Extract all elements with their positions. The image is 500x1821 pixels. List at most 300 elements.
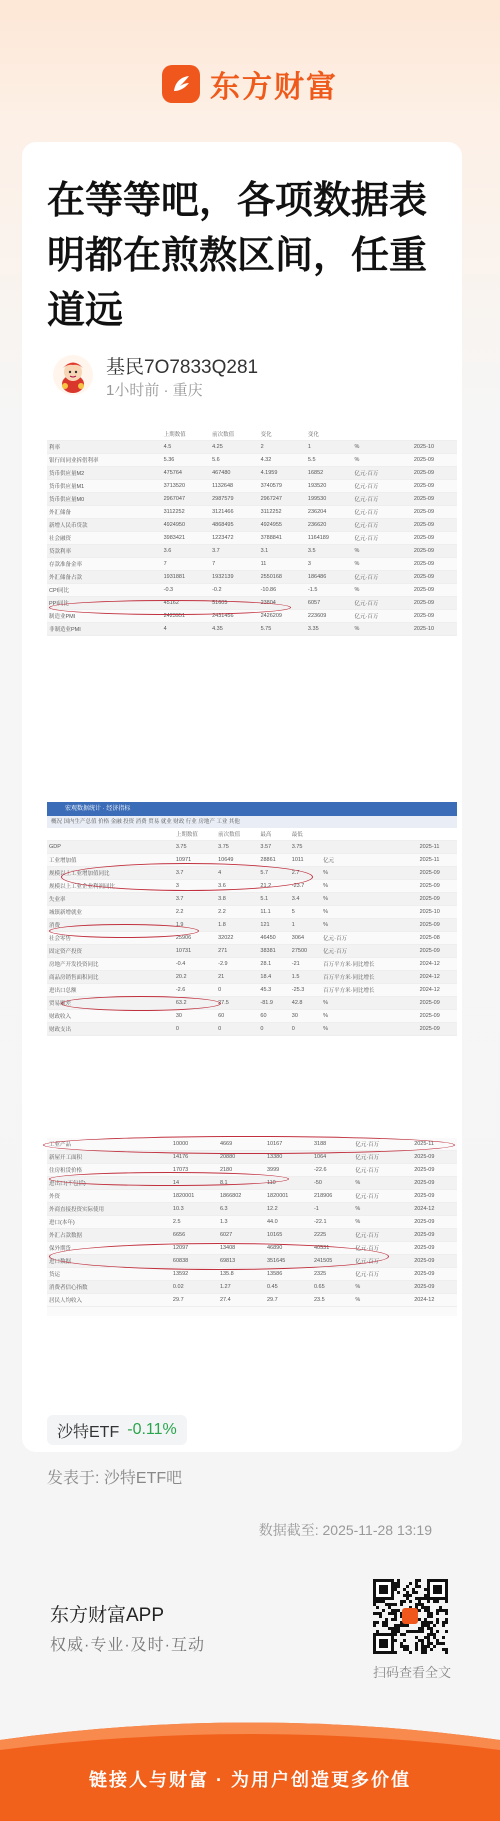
table-cell: 0.02 [171, 1281, 218, 1294]
table-cell: 百万平方米·同比增长 [321, 958, 411, 971]
table-cell: 2024-12 [412, 1294, 457, 1307]
table-cell: 6.3 [218, 1203, 265, 1216]
table-cell [154, 571, 161, 584]
red-circle-annotation [49, 600, 291, 615]
table-row [47, 571, 457, 584]
table-cell: PPI同比 [47, 597, 147, 610]
table-row [47, 1216, 457, 1229]
table-cell: 475764 [162, 467, 210, 480]
table-cell: 2025-09 [412, 493, 457, 506]
table-cell: 1011 [290, 854, 321, 867]
table-cell: 199530 [306, 493, 353, 506]
table-cell: 4 [216, 867, 258, 880]
table-cell [404, 480, 411, 493]
table-cell: 1064 [312, 1151, 353, 1164]
table-cell: 亿元·百万 [353, 493, 405, 506]
table-cell: 存款准备金率 [47, 558, 147, 571]
table-row [47, 1281, 457, 1294]
table-cell: 46890 [265, 1242, 312, 1255]
table-row [47, 519, 457, 532]
table-cell: 亿元·百万 [353, 597, 405, 610]
red-circle-annotation [43, 1136, 455, 1154]
table-cell: 1.8 [216, 919, 258, 932]
table-cell: 2025-09 [412, 454, 457, 467]
red-circle-annotation [61, 996, 221, 1011]
table-cell: 2025-09 [418, 919, 457, 932]
data-cutoff-time: 数据截至: 2025-11-28 13:19 [258, 1522, 432, 1538]
table-cell: 18.4 [258, 971, 289, 984]
table-cell: 1223472 [210, 532, 258, 545]
table-cell: -21 [290, 958, 321, 971]
brand-logo [0, 62, 500, 106]
qr-code-icon[interactable] [372, 1578, 448, 1654]
post-image-3[interactable] [47, 1138, 457, 1316]
table-cell: 2.5 [171, 1216, 218, 1229]
table-cell: 2025-10 [418, 906, 457, 919]
table-cell [154, 493, 161, 506]
table-cell: 0.45 [265, 1281, 312, 1294]
table-cell: 亿元·百万 [353, 1190, 404, 1203]
table-cell: 30 [290, 1010, 321, 1023]
image-tab-bar [47, 816, 457, 828]
table-cell: 2025-09 [412, 1281, 457, 1294]
table-cell: 2024-12 [418, 984, 457, 997]
table-cell [154, 506, 161, 519]
table-cell: 2025-09 [412, 1229, 457, 1242]
table-cell: 28861 [258, 854, 289, 867]
table-cell: 46450 [258, 932, 289, 945]
table-cell: 前次数值 [216, 828, 258, 841]
table-cell: 2025-11 [418, 854, 457, 867]
author-avatar[interactable] [52, 354, 94, 396]
table-cell: 21.2 [258, 880, 289, 893]
table-cell: 5.6 [210, 454, 258, 467]
table-cell [404, 558, 411, 571]
table-cell: 16852 [306, 467, 353, 480]
table-cell: 3121466 [210, 506, 258, 519]
table-cell: 20.2 [174, 971, 216, 984]
stock-name: 沙特ETF [57, 1423, 120, 1441]
table-cell [404, 454, 411, 467]
table-cell [404, 428, 411, 441]
table-cell [154, 428, 161, 441]
table-row [47, 467, 457, 480]
table-cell: 23.5 [312, 1294, 353, 1307]
table-cell: 工业产品 [47, 1138, 156, 1151]
table-cell: 贸易顺差 [47, 997, 161, 1010]
table-cell: 13380 [265, 1151, 312, 1164]
brand-name: 东方财富 [210, 71, 338, 104]
table-cell: 进口(本年) [47, 1216, 156, 1229]
table-cell: 3.1 [259, 545, 306, 558]
table-cell: 工业增加值 [47, 854, 161, 867]
table-cell: 28.1 [258, 958, 289, 971]
table-cell [156, 1190, 163, 1203]
table-cell [404, 623, 411, 636]
table-cell: 新屋开工面积 [47, 1151, 156, 1164]
table-cell: 2025-09 [412, 584, 457, 597]
table-cell: 3 [174, 880, 216, 893]
table-cell: 4924955 [259, 519, 306, 532]
table-cell: 保外期货 [47, 1242, 156, 1255]
table-cell: 2025-08 [418, 932, 457, 945]
table-cell: 亿元·百万 [353, 1268, 404, 1281]
table-cell: 7 [162, 558, 210, 571]
table-cell [156, 1294, 163, 1307]
red-circle-annotation [49, 1172, 289, 1186]
table-cell [404, 610, 411, 623]
table-cell: 2431456 [210, 610, 258, 623]
table-cell [405, 1177, 412, 1190]
table-cell [164, 1190, 171, 1203]
table-cell: 制造业PMI [47, 610, 147, 623]
table-cell [404, 532, 411, 545]
table-cell: 2325 [312, 1268, 353, 1281]
table-header-row [47, 428, 457, 441]
table-cell: 4669 [218, 1138, 265, 1151]
table-cell: 亿元·百万 [321, 932, 411, 945]
table-cell: 亿元·百万 [353, 1242, 404, 1255]
qr-caption: 扫码查看全文 [372, 1665, 451, 1680]
table-cell: 3.75 [174, 841, 216, 854]
table-cell [154, 623, 161, 636]
table-cell [405, 1190, 412, 1203]
table-cell: 银行间同业拆借利率 [47, 454, 147, 467]
table-cell: -81.9 [258, 997, 289, 1010]
table-cell [405, 1242, 412, 1255]
table-cell: 新增人民币贷款 [47, 519, 147, 532]
table-cell: 467480 [210, 467, 258, 480]
table-cell: % [321, 1023, 411, 1036]
table-cell: 3983421 [162, 532, 210, 545]
table-cell: 10000 [171, 1138, 218, 1151]
table-cell: 13408 [218, 1242, 265, 1255]
table-cell: 亿元·百万 [353, 1164, 404, 1177]
image-tab: 财政 [173, 819, 186, 825]
table-cell: 2024-12 [418, 971, 457, 984]
table-cell: 4.35 [210, 623, 258, 636]
table-cell [405, 1203, 412, 1216]
table-row [47, 493, 457, 506]
table-cell [404, 441, 411, 454]
table-cell [147, 545, 154, 558]
table-cell: 利率 [47, 441, 147, 454]
table-cell: -22.1 [312, 1216, 353, 1229]
table-cell: 2025-10 [412, 441, 457, 454]
table-cell: 60838 [171, 1255, 218, 1268]
table-cell: 2025-09 [412, 506, 457, 519]
table-cell: % [353, 441, 405, 454]
table-cell: 城镇新增就业 [47, 906, 161, 919]
table-cell: 2025-09 [412, 1151, 457, 1164]
table-cell: -0.2 [210, 584, 258, 597]
table-cell: 百万平方米·同比增长 [321, 971, 411, 984]
table-cell: 0.65 [312, 1281, 353, 1294]
table-cell: 消费 [47, 919, 161, 932]
table-row [47, 584, 457, 597]
table-cell: 2025-09 [412, 1164, 457, 1177]
table-cell: % [321, 893, 411, 906]
table-cell: -25.3 [290, 984, 321, 997]
table-cell: 25906 [174, 932, 216, 945]
table-cell: 4.1959 [259, 467, 306, 480]
table-row [47, 893, 457, 906]
table-cell: % [353, 623, 405, 636]
table-cell [164, 1281, 171, 1294]
table-cell: 规模以上工业增加值同比 [47, 867, 161, 880]
table-cell: 40531 [312, 1242, 353, 1255]
table-cell: -2.6 [174, 984, 216, 997]
table-cell: 2.2 [174, 906, 216, 919]
table-row [47, 984, 457, 997]
table-cell [154, 545, 161, 558]
table-cell: 2987579 [210, 493, 258, 506]
app-name: 东方财富APP [50, 1605, 165, 1626]
table-cell: 4.5 [162, 441, 210, 454]
table-cell: 商品房销售面积同比 [47, 971, 161, 984]
table-cell [404, 519, 411, 532]
table-cell [147, 506, 154, 519]
table-cell: % [321, 906, 411, 919]
table-cell: 2025-09 [412, 558, 457, 571]
table-cell: 21 [216, 971, 258, 984]
table-cell [418, 828, 457, 841]
table-cell: 2025-09 [412, 545, 457, 558]
table-cell [404, 506, 411, 519]
table-cell [147, 532, 154, 545]
table-cell: 3713520 [162, 480, 210, 493]
table-cell: % [321, 867, 411, 880]
table-cell: 17073 [171, 1164, 218, 1177]
table-row [47, 623, 457, 636]
table-cell: -0.3 [162, 584, 210, 597]
table-cell: 2025-09 [418, 945, 457, 958]
table-cell: 5.1 [258, 893, 289, 906]
table-cell: 百万平方米·同比增长 [321, 984, 411, 997]
table-cell [156, 1229, 163, 1242]
post-image-2[interactable] [47, 802, 457, 1033]
table-cell [156, 1268, 163, 1281]
table-cell: 外资 [47, 1190, 156, 1203]
table-cell: 2025-09 [418, 1023, 457, 1036]
red-circle-annotation [49, 924, 199, 938]
image-tab: 就业 [160, 819, 174, 825]
table-cell: 38381 [258, 945, 289, 958]
table-cell: CPI同比 [47, 584, 147, 597]
table-cell: 亿元·百万 [353, 571, 405, 584]
table-cell: 6057 [306, 597, 353, 610]
table-cell: 223609 [306, 610, 353, 623]
table-cell: 30 [174, 1010, 216, 1023]
table-cell: 1 [306, 441, 353, 454]
table-cell: 货币供应量M1 [47, 480, 147, 493]
table-cell: % [321, 997, 411, 1010]
table-row [47, 532, 457, 545]
image-tab: 概况 [51, 819, 64, 825]
table-cell: 1.9 [174, 919, 216, 932]
table-cell: % [353, 584, 405, 597]
table-cell: 亿元·百万 [353, 1255, 404, 1268]
post-title: 在等等吧，各项数据表明都在煎熬区间，任重道远 [47, 177, 428, 332]
table-cell: 236620 [306, 519, 353, 532]
table-cell: % [321, 880, 411, 893]
table-cell: 2967047 [162, 493, 210, 506]
table-cell: 社会融资 [47, 532, 147, 545]
table-cell: 2025-09 [412, 519, 457, 532]
table-cell: 0 [174, 1023, 216, 1036]
table-cell: 3.7 [174, 893, 216, 906]
image-tab: 工业 [216, 819, 229, 825]
table-cell: 2.7 [290, 867, 321, 880]
table-row [47, 1023, 457, 1036]
table-cell: 非制造业PMI [47, 623, 147, 636]
table-cell: 规模以上工业企业利润同比 [47, 880, 161, 893]
table-cell: 3188 [312, 1138, 353, 1151]
red-circle-annotation [49, 1243, 389, 1270]
table-cell [154, 519, 161, 532]
table-cell: 2025-09 [412, 597, 457, 610]
table-cell: 42.8 [290, 997, 321, 1010]
table-cell: 财政收入 [47, 1010, 161, 1023]
table-cell: 2 [259, 441, 306, 454]
table-cell: 51605 [210, 597, 258, 610]
post-image-1[interactable] [47, 428, 457, 633]
table-row [47, 945, 457, 958]
table-cell: 2025-09 [412, 1268, 457, 1281]
table-cell: 1.3 [218, 1216, 265, 1229]
post-meta: 1小时前 · 重庆 [106, 382, 203, 399]
table-cell: 2550168 [259, 571, 306, 584]
table-cell [405, 1216, 412, 1229]
table-cell: 7 [210, 558, 258, 571]
table-cell: 45162 [162, 597, 210, 610]
table-cell [164, 1203, 171, 1216]
table-cell: 20880 [218, 1151, 265, 1164]
table-cell: 11.1 [258, 906, 289, 919]
table-cell [353, 428, 405, 441]
table-cell: 2225 [312, 1229, 353, 1242]
table-cell: 6656 [171, 1229, 218, 1242]
table-cell: 1.27 [218, 1281, 265, 1294]
table-row [47, 958, 457, 971]
table-cell [404, 493, 411, 506]
table-cell [164, 1229, 171, 1242]
table-cell: 上期数值 [162, 428, 210, 441]
table-cell: 亿元·百万 [353, 506, 405, 519]
table-row [47, 971, 457, 984]
table-cell [147, 558, 154, 571]
table-cell: 固定资产投资 [47, 945, 161, 958]
image-tab: 行业 [185, 819, 199, 825]
table-cell [154, 454, 161, 467]
table-cell [404, 584, 411, 597]
table-cell [405, 1151, 412, 1164]
table-cell: 3999 [265, 1164, 312, 1177]
image-tab: 房地产 [198, 819, 217, 825]
table-cell: 241505 [312, 1255, 353, 1268]
table-cell: 60 [258, 1010, 289, 1023]
table-cell [164, 1216, 171, 1229]
table-cell: 351645 [265, 1255, 312, 1268]
data-table-3 [47, 1138, 457, 1307]
table-cell: 3788841 [259, 532, 306, 545]
table-cell: 前次数值 [210, 428, 258, 441]
table-cell: 10971 [174, 854, 216, 867]
table-cell: 亿元·百万 [353, 532, 405, 545]
table-cell: % [321, 919, 411, 932]
table-cell: 3 [306, 558, 353, 571]
table-cell: 进口数据 [47, 1255, 156, 1268]
table-cell: 失业率 [47, 893, 161, 906]
table-cell [147, 519, 154, 532]
table-cell: 3064 [290, 932, 321, 945]
table-cell: 13592 [171, 1268, 218, 1281]
table-cell: 2025-11 [412, 1138, 457, 1151]
table-cell [404, 545, 411, 558]
app-slogan: 权威·专业·及时·互动 [50, 1637, 205, 1654]
table-cell: -0.4 [174, 958, 216, 971]
table-cell [147, 571, 154, 584]
table-cell: 45.3 [258, 984, 289, 997]
table-cell: 6027 [218, 1229, 265, 1242]
table-cell: 2025-09 [412, 1177, 457, 1190]
footer-banner [0, 1700, 500, 1821]
table-cell: 3.75 [290, 841, 321, 854]
table-cell: 2024-12 [418, 958, 457, 971]
table-cell: 3112252 [162, 506, 210, 519]
table-cell [147, 441, 154, 454]
image-tab: 投资 [123, 819, 136, 825]
author-name[interactable]: 基民7O7833Q281 [106, 357, 259, 378]
posted-in-forum[interactable]: 发表于: 沙特ETF吧 [47, 1470, 183, 1487]
table-cell: 12.2 [265, 1203, 312, 1216]
table-cell [147, 467, 154, 480]
table-cell [404, 597, 411, 610]
table-cell: 3.75 [216, 841, 258, 854]
stock-tag[interactable] [47, 1415, 187, 1445]
table-cell: 亿元·百万 [353, 1151, 404, 1164]
table-row [47, 441, 457, 454]
table-cell: 2423951 [162, 610, 210, 623]
table-cell: 12097 [171, 1242, 218, 1255]
image-tab: 其他 [228, 819, 240, 825]
table-cell [154, 584, 161, 597]
image-tab: 金融 [110, 819, 124, 825]
table-cell: 3.6 [216, 880, 258, 893]
table-cell: 0 [290, 1023, 321, 1036]
table-cell: 居民人均收入 [47, 1294, 156, 1307]
table-cell: 1820001 [265, 1190, 312, 1203]
image-tab: 价格 [98, 819, 111, 825]
table-cell: 1.5 [290, 971, 321, 984]
table-cell: 69813 [218, 1255, 265, 1268]
table-cell: -10.86 [259, 584, 306, 597]
table-header-row [47, 828, 457, 841]
table-cell: 1164189 [306, 532, 353, 545]
table-cell [147, 454, 154, 467]
table-cell: 3112252 [259, 506, 306, 519]
table-cell: 271 [216, 945, 258, 958]
table-cell [154, 467, 161, 480]
stock-change: -0.11% [127, 1421, 177, 1438]
table-cell: 进出口(不包括) [47, 1177, 156, 1190]
table-cell [321, 841, 411, 854]
table-cell [405, 1281, 412, 1294]
table-cell: % [353, 1281, 404, 1294]
table-cell [405, 1229, 412, 1242]
table-cell: 236204 [306, 506, 353, 519]
table-cell: 3.8 [216, 893, 258, 906]
